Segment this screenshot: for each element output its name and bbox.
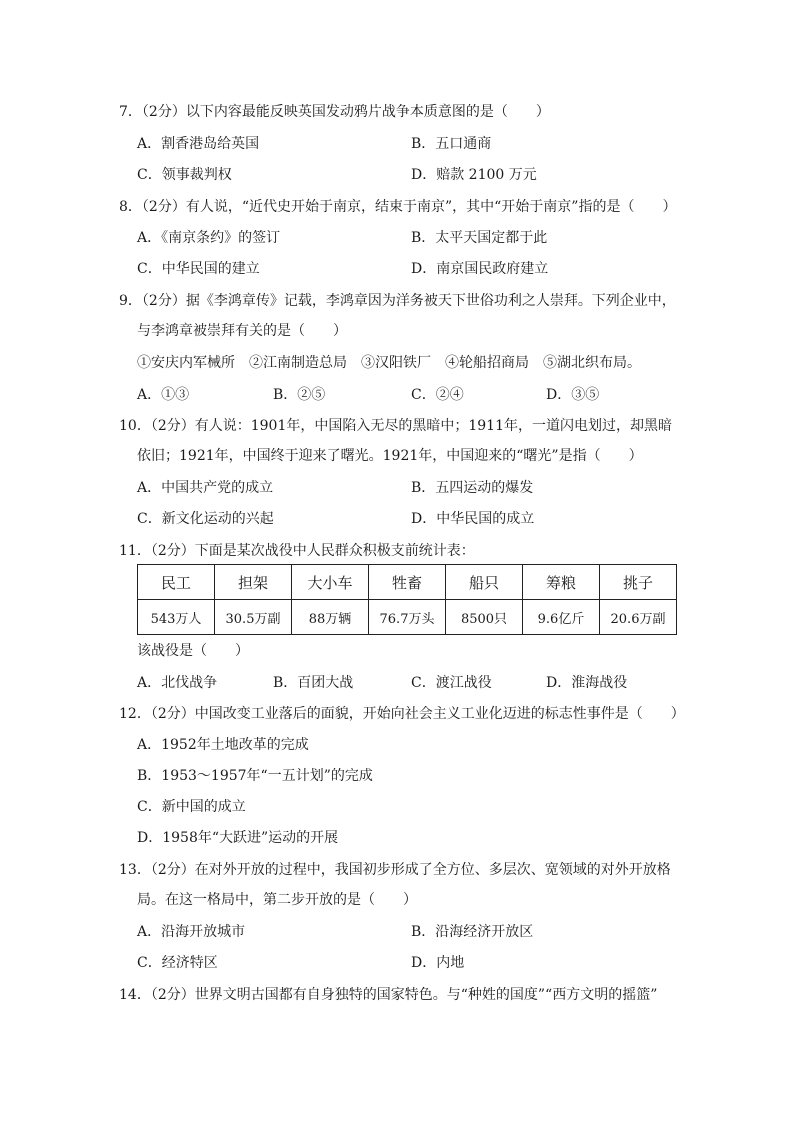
table-cell: 9.6亿斤: [523, 600, 600, 635]
question-8-option-d: D．南京国民政府建立: [411, 261, 549, 277]
question-7-option-d: D．赔款 2100 万元: [411, 167, 537, 183]
question-10-option-a: A．中国共产党的成立: [137, 480, 274, 496]
question-13-option-c: C．经济特区: [137, 955, 218, 971]
table-header-cell: 船只: [446, 565, 523, 600]
table-row: [138, 600, 677, 635]
question-9-option-b: B．②⑤: [273, 387, 326, 403]
table-cell: 76.7万头: [369, 600, 446, 635]
table-cell: 88万辆: [292, 600, 369, 635]
question-13-option-a: A．沿海开放城市: [137, 924, 246, 940]
question-9-option-c: C．②④: [411, 387, 464, 403]
question-12-option-c: C．新中国的成立: [137, 799, 246, 815]
question-9-stem-continued: 与李鸿章被崇拜有关的是（ ）: [137, 323, 347, 339]
question-11-stem-continued: 该战役是（ ）: [137, 643, 249, 659]
question-7-option-a: A．割香港岛给英国: [137, 136, 260, 152]
question-11-option-b: B．百团大战: [273, 675, 354, 691]
question-9-option-d: D．③⑤: [546, 387, 600, 403]
table-cell: 543万人: [138, 600, 215, 635]
question-11-option-c: C．渡江战役: [411, 675, 492, 691]
question-10-option-b: B．五四运动的爆发: [411, 480, 534, 496]
question-12-option-d: D．1958年“大跃进”运动的开展: [137, 830, 339, 846]
question-7-option-c: C．领事裁判权: [137, 167, 232, 183]
question-12-stem: 12．（2分）中国改变工业落后的面貌，开始向社会主义工业化迈进的标志性事件是（ ）: [119, 706, 685, 722]
table-cell: 20.6万副: [600, 600, 677, 635]
question-10-option-c: C．新文化运动的兴起: [137, 511, 274, 527]
question-12-option-b: B．1953～1957年“一五计划”的完成: [137, 768, 373, 784]
question-13-option-b: B．沿海经济开放区: [411, 924, 534, 940]
question-11-option-d: D．淮海战役: [546, 675, 628, 691]
question-13-stem: 13．（2分）在对外开放的过程中，我国初步形成了全方位、多层次、宽领域的对外开放格: [119, 862, 671, 878]
question-10-stem-continued: 依旧；1921年，中国终于迎来了曙光。1921年，中国迎来的“曙光”是指（ ）: [137, 448, 643, 464]
table-header-cell: 筹粮: [523, 565, 600, 600]
table-header-cell: 大小车: [292, 565, 369, 600]
question-10-option-d: D．中华民国的成立: [411, 511, 535, 527]
question-8-stem: 8．（2分）有人说，“近代史开始于南京，结束于南京”，其中“开始于南京”指的是（ ）: [119, 199, 677, 215]
table-cell: 30.5万副: [215, 600, 292, 635]
question-8-option-b: B．太平天国定都于此: [411, 230, 548, 246]
table-header-row: [138, 565, 677, 600]
table-cell: 8500只: [446, 600, 523, 635]
question-14-stem: 14．（2分）世界文明古国都有自身独特的国家特色。与“种姓的国度”“西方文明的摇篮”: [119, 987, 658, 1003]
question-7-option-b: B．五口通商: [411, 136, 492, 152]
question-9-option-a: A．①③: [137, 387, 190, 403]
question-11-stem: 11．（2分）下面是某次战役中人民群众积极支前统计表：: [119, 543, 475, 559]
question-8-option-c: C．中华民国的建立: [137, 261, 260, 277]
question-13-stem-continued: 局。在这一格局中，第二步开放的是（ ）: [137, 892, 417, 908]
question-12-option-a: A．1952年土地改革的完成: [137, 737, 309, 753]
question-9-stem: 9．（2分）据《李鸿章传》记载，李鸿章因为洋务被天下世俗功利之人崇拜。下列企业中，: [119, 293, 676, 309]
question-10-stem: 10．（2分）有人说：1901年，中国陷入无尽的黑暗中；1911年，一道闪电划过，却黑暗: [119, 418, 672, 434]
question-9-items: ①安庆内军械所 ②江南制造总局 ③汉阳铁厂 ④轮船招商局 ⑤湖北织布局。: [137, 355, 641, 371]
table-header-cell: 牲畜: [369, 565, 446, 600]
question-13-option-d: D．内地: [411, 955, 465, 971]
table-header-cell: 民工: [138, 565, 215, 600]
table-header-cell: 挑子: [600, 565, 677, 600]
support-statistics-table: [137, 564, 677, 635]
question-7-stem: 7．（2分）以下内容最能反映英国发动鸦片战争本质意图的是（ ）: [119, 104, 550, 120]
table-header-cell: 担架: [215, 565, 292, 600]
question-8-option-a: A．《南京条约》的签订: [137, 230, 281, 246]
question-11-option-a: A．北伐战争: [137, 675, 218, 691]
